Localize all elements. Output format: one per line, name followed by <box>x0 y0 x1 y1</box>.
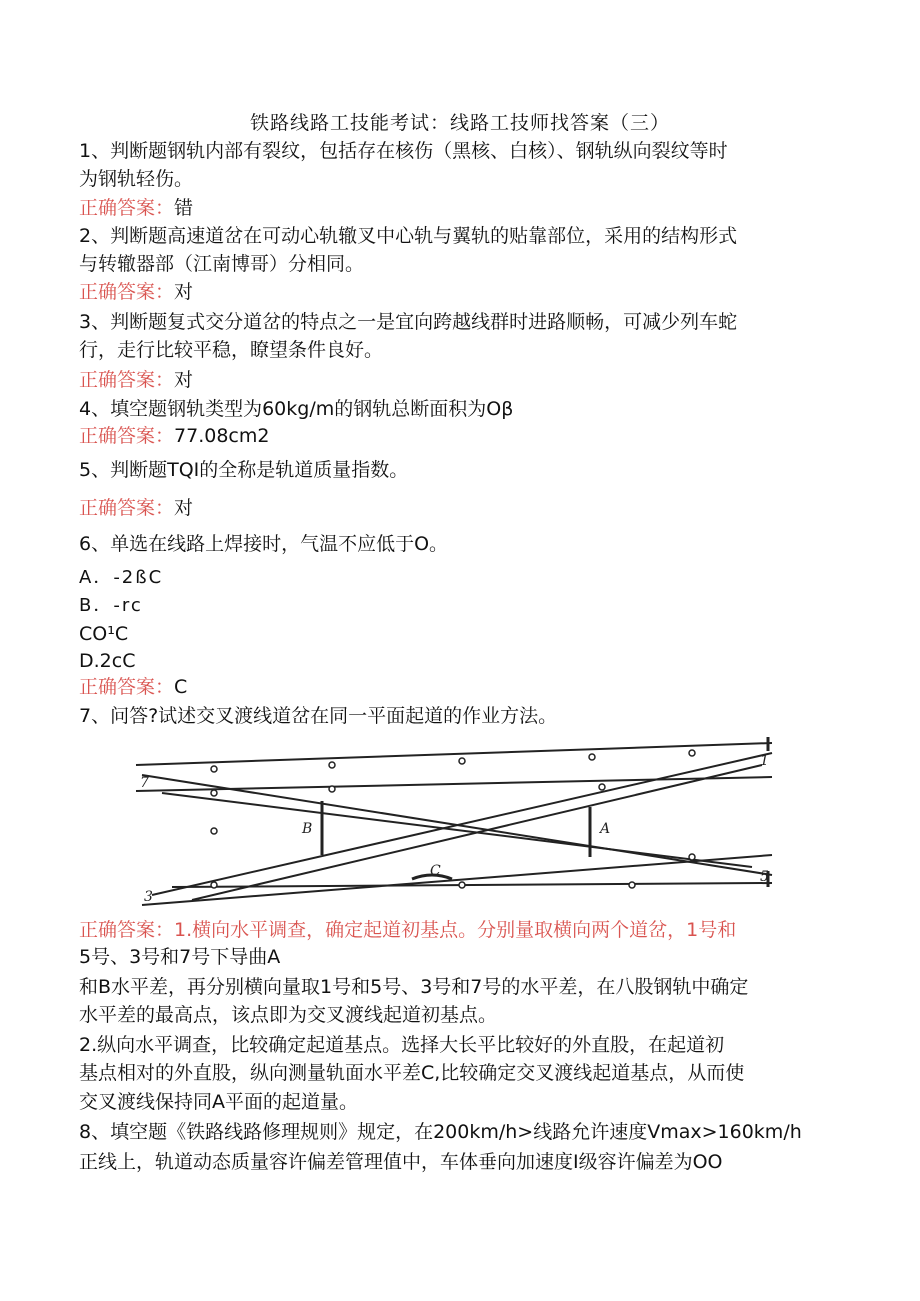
question-1-line-2: 为钢轨轻伤。 <box>79 168 194 190</box>
question-6-line-1: 6、单选在线路上焊接时，气温不应低于O。 <box>79 533 449 555</box>
question-7-answer-line-3: 和B水平差，再分别横向量取1号和5号、3号和7号的水平差，在八股钢轨中确定 <box>79 976 749 998</box>
answer-text: 1.横向水平调查，确定起道初基点。分别量取横向两个道岔，1号和 <box>174 919 737 941</box>
question-2-line-2: 与转辙器部（江南博哥）分相同。 <box>79 253 365 275</box>
answer-label: 正确答案： <box>79 197 175 219</box>
question-2-line-1: 2、判断题高速道岔在可动心轨辙叉中心轨与翼轨的贴靠部位，采用的结构形式 <box>79 225 738 247</box>
answer-label: 正确答案： <box>79 919 175 941</box>
answer-value: 对 <box>174 369 194 391</box>
question-3-line-2: 行，走行比较平稳，瞭望条件良好。 <box>79 339 384 361</box>
question-8-line-1: 8、填空题《铁路线路修理规则》规定，在200km/h>线路允许速度Vmax>160km/h <box>79 1121 802 1143</box>
question-7-answer-line-4: 水平差的最高点，该点即为交叉渡线起道初基点。 <box>79 1004 498 1026</box>
answer-value: 对 <box>174 497 194 519</box>
question-7-answer-line-5: 2.纵向水平调查，比较确定起道基点。选择大长平比较好的外直股，在起道初 <box>79 1034 725 1056</box>
crossover-diagram <box>132 735 782 915</box>
answer-label: 正确答案： <box>79 369 175 391</box>
question-7-answer-line-1 <box>79 916 839 944</box>
question-5-answer <box>79 494 839 522</box>
option-b: B．-rc <box>79 595 143 616</box>
diagonal-rail-2 <box>162 793 752 867</box>
answer-label: 正确答案： <box>79 676 175 698</box>
document-title: 铁路线路工技能考试：线路工技师找答案（三） <box>249 112 670 134</box>
option-a: A．-2ßC <box>79 567 164 588</box>
diagram-label-b: B <box>302 821 313 837</box>
diagram-label-3: 3 <box>144 889 153 905</box>
answer-value: 对 <box>174 281 194 303</box>
option-d: D.2cC <box>79 650 136 672</box>
question-1-line-1: 1、判断题钢轨内部有裂纹，包括存在核伤（黑核、白核）、钢轨纵向裂纹等时 <box>79 140 728 162</box>
question-4-answer <box>79 422 839 450</box>
diagram-label-c: C <box>430 863 441 879</box>
diagram-label-1: 1 <box>760 753 769 769</box>
option-c: CO¹C <box>79 623 129 645</box>
question-6-answer <box>79 673 839 701</box>
diagram-label-5: 5 <box>760 869 769 885</box>
track-line-lower <box>142 855 772 905</box>
question-3-line-1: 3、判断题复式交分道岔的特点之一是宜向跨越线群时进路顺畅，可减少列车蛇 <box>79 311 738 333</box>
question-7-answer-line-2: 5号、3号和7号下导曲A <box>79 946 281 968</box>
track-line-top <box>136 743 772 765</box>
question-3-answer <box>79 366 839 394</box>
answer-label: 正确答案： <box>79 425 175 447</box>
answer-label: 正确答案： <box>79 281 175 303</box>
diagonal-rail-3 <box>152 753 772 895</box>
question-7-line-1: 7、问答?试述交叉渡线道岔在同一平面起道的作业方法。 <box>79 705 558 727</box>
question-1-answer <box>79 194 839 222</box>
question-4-line-1: 4、填空题钢轨类型为60kg/m的钢轨总断面积为Oβ <box>79 398 514 420</box>
answer-value: C <box>174 676 188 698</box>
answer-value: 77.08cm2 <box>174 425 270 447</box>
diagonal-rail-4 <box>192 765 762 900</box>
question-8-line-2: 正线上，轨道动态质量容许偏差管理值中，车体垂向加速度I级容许偏差为OO <box>79 1151 723 1173</box>
question-5-line-1: 5、判断题TQI的全称是轨道质量指数。 <box>79 459 409 481</box>
question-7-answer-line-6: 基点相对的外直股，纵向测量轨面水平差C,比较确定交叉渡线起道基点，从而使 <box>79 1062 745 1084</box>
diagram-label-a: A <box>600 821 611 837</box>
question-7-answer-line-7: 交叉渡线保持同A平面的起道量。 <box>79 1091 358 1113</box>
diagram-label-7: 7 <box>140 775 149 791</box>
answer-label: 正确答案： <box>79 497 175 519</box>
answer-value: 错 <box>174 197 194 219</box>
question-2-answer <box>79 278 839 306</box>
